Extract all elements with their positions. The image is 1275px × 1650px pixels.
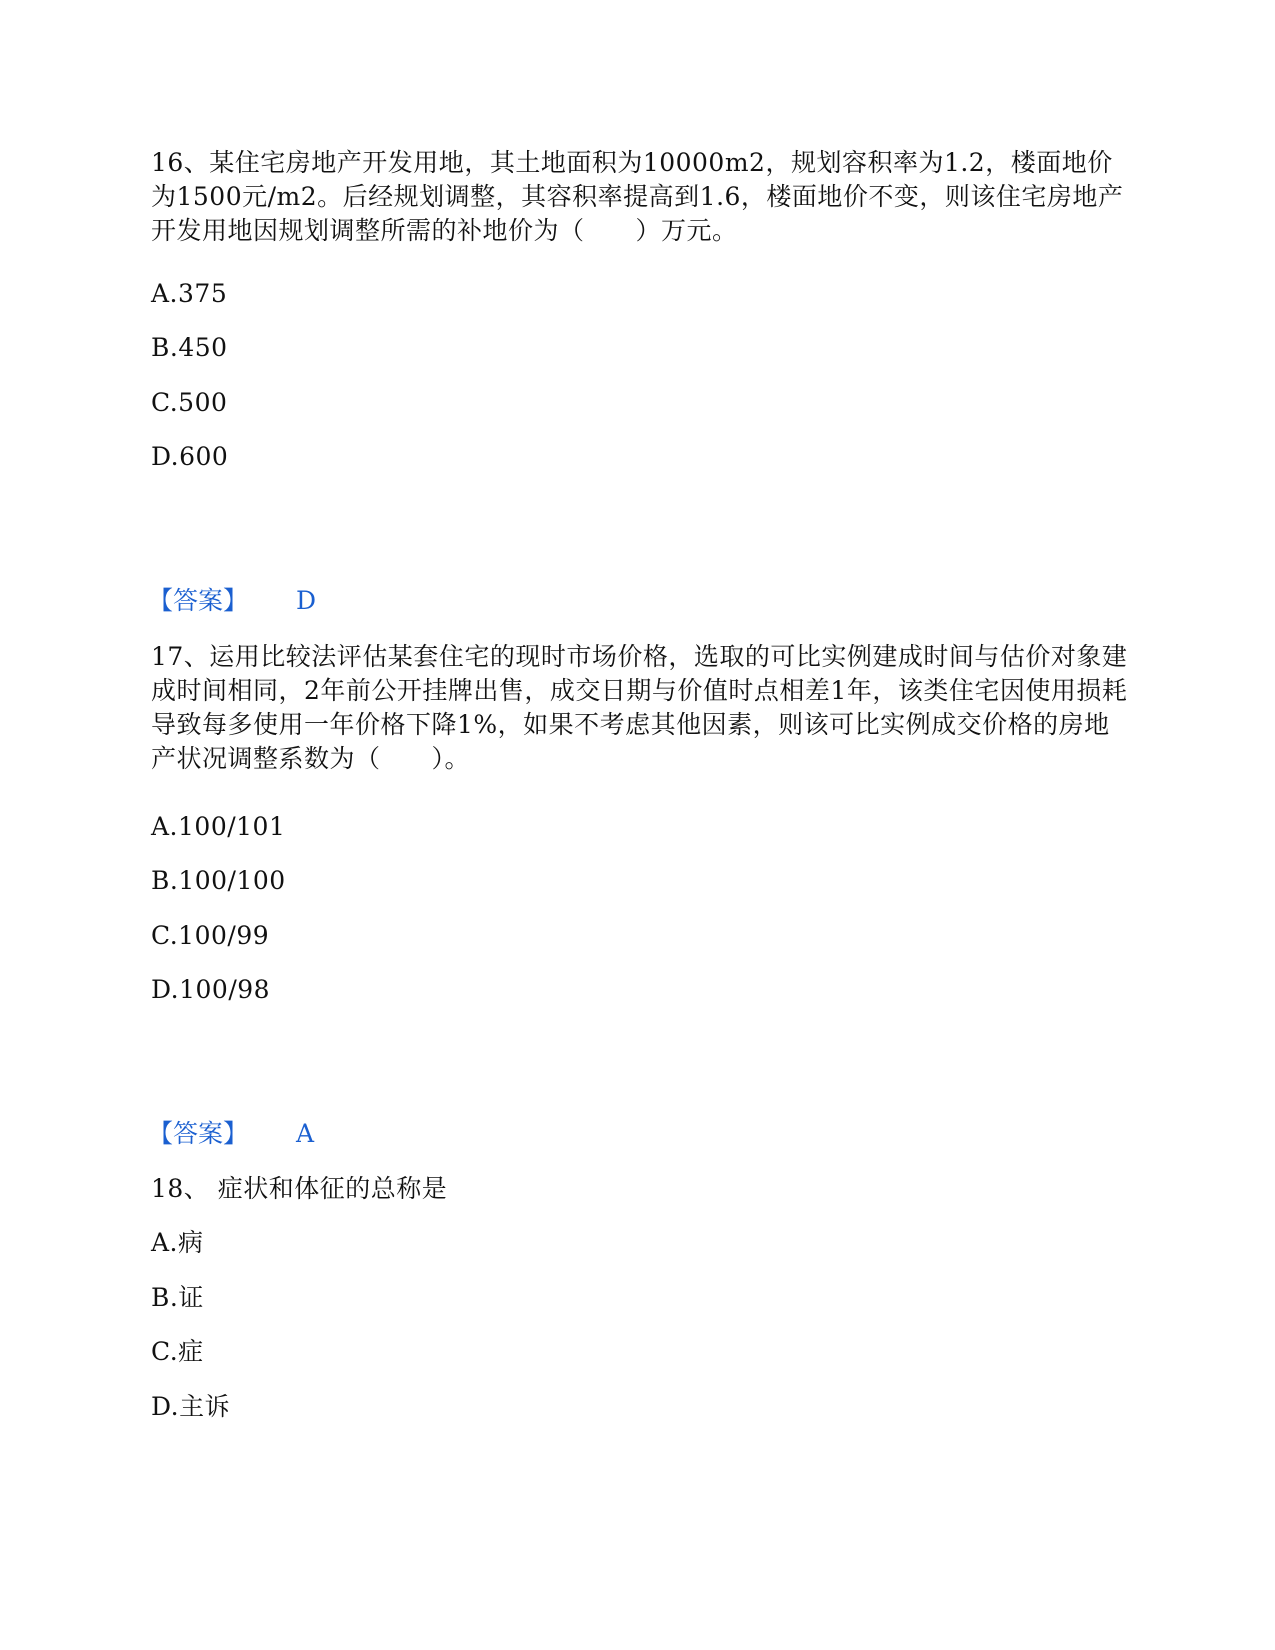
question-16-answer — [148, 584, 316, 618]
question-17-option-d: D.100/98 — [151, 975, 271, 1004]
question-18-option-a: A.病 — [151, 1228, 204, 1257]
question-16-option-a: A.375 — [151, 279, 228, 308]
question-18-option-b: B.证 — [151, 1283, 204, 1312]
question-17-option-a: A.100/101 — [151, 812, 286, 841]
question-18-text: 18、 症状和体征的总称是 — [151, 1174, 448, 1203]
question-17-answer — [148, 1117, 314, 1151]
question-16-option-c: C.500 — [151, 388, 228, 417]
question-18-option-c: C.症 — [151, 1337, 204, 1366]
answer-label: 【答案】 — [148, 586, 249, 615]
question-17-option-b: B.100/100 — [151, 866, 286, 895]
answer-value: A — [296, 1119, 315, 1148]
question-18-option-d: D.主诉 — [151, 1392, 231, 1421]
question-17-text: 17、运用比较法评估某套住宅的现时市场价格，选取的可比实例建成时间与估价对象建成时间相同，2年前公开挂牌出售，成交日期与价值时点相差1年，该类住宅因使用损耗导致每多使用一年价格下降1%，如果不考虑其他因素，则该可比实例成交价格的房地产状况调整系数为（ ）。 — [151, 642, 1128, 773]
answer-label: 【答案】 — [148, 1119, 249, 1148]
answer-value: D — [296, 586, 317, 615]
question-17-option-c: C.100/99 — [151, 921, 270, 950]
question-16-text: 16、某住宅房地产开发用地，其土地面积为10000m2，规划容积率为1.2，楼面地价为1500元/m2。后经规划调整，其容积率提高到1.6，楼面地价不变，则该住宅房地产开发用地因规划调整所需的补地价为（ ）万元。 — [151, 148, 1124, 245]
question-16-option-d: D.600 — [151, 442, 229, 471]
question-16-option-b: B.450 — [151, 333, 228, 362]
